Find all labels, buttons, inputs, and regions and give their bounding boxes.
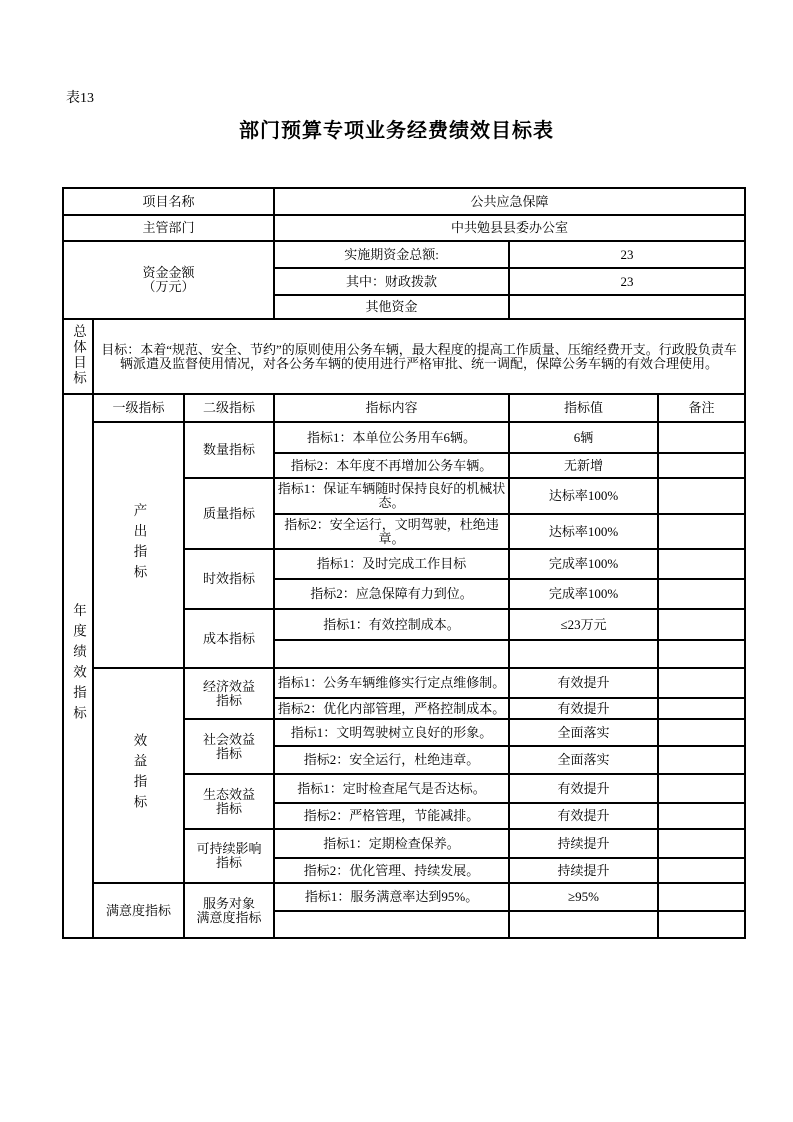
level2-quality: 质量指标	[184, 478, 274, 549]
department-value: 中共勉县县委办公室	[274, 215, 745, 241]
sheet-number: 表13	[66, 91, 94, 106]
indicator-content-cell: 指标2：安全运行，文明驾驶，杜绝违章。	[274, 514, 509, 549]
indicator-content-cell: 指标1：及时完成工作目标	[274, 549, 509, 579]
indicator-content-cell: 指标1：定期检查保养。	[274, 829, 509, 858]
indicator-value-cell: 有效提升	[509, 803, 658, 829]
fund-total-value: 23	[509, 241, 745, 268]
indicator-content-cell: 指标2：本年度不再增加公务车辆。	[274, 453, 509, 478]
indicator-note-cell	[658, 858, 745, 883]
indicator-content-cell: 指标1：公务车辆维修实行定点维修制。	[274, 668, 509, 698]
fund-amount-label-line1: 资金金额	[142, 265, 195, 280]
table-row	[63, 668, 745, 698]
department-label: 主管部门	[63, 215, 274, 241]
level1-output-indicators: 产出指标	[93, 422, 184, 668]
indicator-note-cell	[658, 774, 745, 803]
performance-target-table	[62, 187, 746, 939]
project-name-value: 公共应急保障	[274, 188, 745, 215]
fund-gov-value: 23	[509, 268, 745, 295]
indicator-value-cell: 全面落实	[509, 719, 658, 746]
level2-service-satisfaction: 服务对象 满意度指标	[184, 883, 274, 938]
indicator-value-cell: 全面落实	[509, 746, 658, 774]
indicator-note-cell	[658, 579, 745, 609]
level2-timeliness: 时效指标	[184, 549, 274, 609]
indicator-content-cell: 指标1：服务满意率达到95%。	[274, 883, 509, 911]
indicator-note-cell	[658, 478, 745, 514]
indicator-content-cell: 指标1：本单位公务用车6辆。	[274, 422, 509, 453]
level1-benefit-indicators: 效益指标	[93, 668, 184, 883]
indicator-note-cell	[658, 746, 745, 774]
overall-goal-label: 总体目标	[63, 319, 93, 394]
indicator-value-cell: 有效提升	[509, 698, 658, 719]
table-row	[63, 422, 745, 453]
indicator-note-cell	[658, 640, 745, 668]
level2-economic-benefit: 经济效益 指标	[184, 668, 274, 719]
indicator-value-cell: 6辆	[509, 422, 658, 453]
table-row	[63, 883, 745, 911]
level1-satisfaction: 满意度指标	[93, 883, 184, 938]
indicator-content-cell: 指标2：严格管理，节能减排。	[274, 803, 509, 829]
fund-other-label: 其他资金	[274, 295, 509, 319]
table-row	[63, 241, 745, 268]
level2-ecological-benefit: 生态效益 指标	[184, 774, 274, 829]
indicator-content-cell: 指标2：应急保障有力到位。	[274, 579, 509, 609]
fund-amount-label	[63, 241, 274, 319]
indicator-value-cell: ≤23万元	[509, 609, 658, 640]
table-row	[63, 319, 745, 394]
fund-total-label: 实施期资金总额:	[274, 241, 509, 268]
indicator-content-cell: 指标2：优化内部管理，严格控制成本。	[274, 698, 509, 719]
header-level2: 二级指标	[184, 394, 274, 422]
page-title: 部门预算专项业务经费绩效目标表	[239, 120, 554, 142]
indicator-note-cell	[658, 453, 745, 478]
indicator-content-cell: 指标1：保证车辆随时保持良好的机械状态。	[274, 478, 509, 514]
header-value: 指标值	[509, 394, 658, 422]
indicator-value-cell	[509, 911, 658, 938]
level2-quantity: 数量指标	[184, 422, 274, 478]
header-content: 指标内容	[274, 394, 509, 422]
table-row	[63, 215, 745, 241]
table-header-row	[63, 394, 745, 422]
project-name-label: 项目名称	[63, 188, 274, 215]
fund-amount-label-line2: （万元）	[142, 279, 195, 294]
annual-performance-side-label: 年度绩效指标	[63, 394, 93, 938]
indicator-note-cell	[658, 422, 745, 453]
header-level1: 一级指标	[93, 394, 184, 422]
header-note: 备注	[658, 394, 745, 422]
indicator-content-cell: 指标1：有效控制成本。	[274, 609, 509, 640]
indicator-note-cell	[658, 668, 745, 698]
indicator-note-cell	[658, 549, 745, 579]
indicator-content-cell	[274, 640, 509, 668]
indicator-content-cell: 指标2：安全运行，杜绝违章。	[274, 746, 509, 774]
fund-gov-label: 其中：财政拨款	[274, 268, 509, 295]
indicator-note-cell	[658, 829, 745, 858]
indicator-content-cell: 指标1：文明驾驶树立良好的形象。	[274, 719, 509, 746]
indicator-content-cell	[274, 911, 509, 938]
indicator-content-cell: 指标2：优化管理、持续发展。	[274, 858, 509, 883]
indicator-note-cell	[658, 911, 745, 938]
level2-social-benefit: 社会效益 指标	[184, 719, 274, 774]
level2-sustainable-impact: 可持续影响 指标	[184, 829, 274, 883]
indicator-content-cell: 指标1：定时检查尾气是否达标。	[274, 774, 509, 803]
indicator-note-cell	[658, 803, 745, 829]
indicator-value-cell: 有效提升	[509, 774, 658, 803]
indicator-note-cell	[658, 698, 745, 719]
indicator-note-cell	[658, 514, 745, 549]
indicator-note-cell	[658, 609, 745, 640]
indicator-value-cell: 完成率100%	[509, 579, 658, 609]
indicator-value-cell	[509, 640, 658, 668]
indicator-note-cell	[658, 719, 745, 746]
indicator-value-cell: 持续提升	[509, 829, 658, 858]
indicator-value-cell: ≥95%	[509, 883, 658, 911]
table-row	[63, 188, 745, 215]
indicator-value-cell: 达标率100%	[509, 478, 658, 514]
indicator-value-cell: 有效提升	[509, 668, 658, 698]
indicator-value-cell: 达标率100%	[509, 514, 658, 549]
fund-other-value	[509, 295, 745, 319]
indicator-value-cell: 无新增	[509, 453, 658, 478]
indicator-value-cell: 持续提升	[509, 858, 658, 883]
indicator-value-cell: 完成率100%	[509, 549, 658, 579]
level2-cost: 成本指标	[184, 609, 274, 668]
indicator-note-cell	[658, 883, 745, 911]
overall-goal-text: 目标：本着“规范、安全、节约”的原则使用公务车辆，最大程度的提高工作质量、压缩经费开支。行政股负责车辆派遣及监督使用情况，对各公务车辆的使用进行严格审批、统一调配，保障公务车辆的有效合理使用。	[93, 319, 745, 394]
